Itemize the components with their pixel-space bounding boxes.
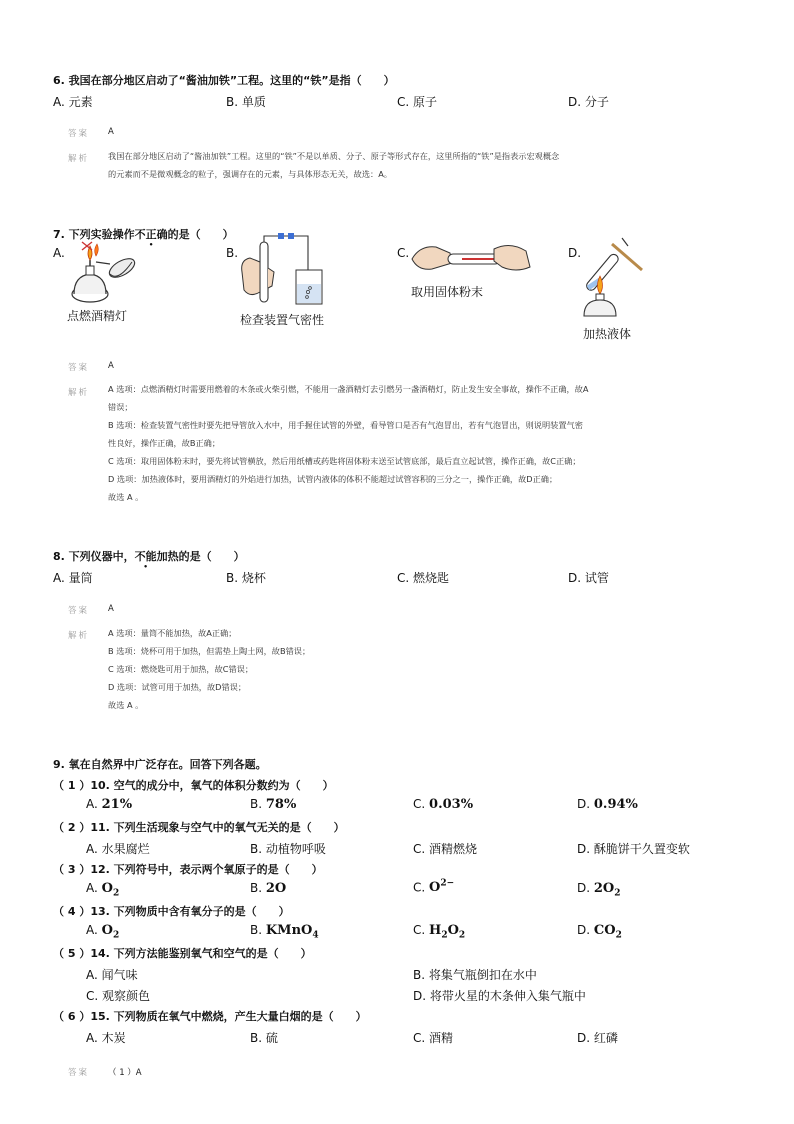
figure-a-caption: 点燃酒精灯: [67, 309, 128, 323]
option-letter: C.: [413, 880, 426, 895]
figure-taking-solid-powder: [410, 237, 532, 279]
q12-option-a[interactable]: [86, 881, 119, 899]
sub-number: （ 3 ）: [53, 863, 91, 876]
q7-stem-emphasis: 不正确: [134, 228, 168, 241]
option-letter: D.: [577, 881, 591, 895]
q6-option-c[interactable]: C. 原子: [397, 95, 438, 109]
q10-option-b[interactable]: [250, 797, 296, 812]
explanation-line: 故选 A 。: [108, 492, 144, 502]
sub-number: （ 2 ）: [53, 821, 91, 834]
q6-explanation-label: 解析: [68, 154, 90, 164]
option-value: 21%: [101, 797, 133, 812]
q8-stem: [53, 548, 245, 564]
q9-sub2-stem: [53, 819, 345, 835]
option-value: 78%: [265, 797, 297, 812]
q15-option-a[interactable]: A. 木炭: [86, 1031, 126, 1045]
explanation-line: 故选 A 。: [108, 700, 144, 710]
explanation-line: 性良好，操作正确，故B正确；: [108, 438, 221, 448]
q11-option-c[interactable]: C. 酒精燃烧: [413, 842, 478, 856]
sub-number: （ 6 ）: [53, 1010, 91, 1023]
q15-option-d[interactable]: D. 红磷: [577, 1031, 618, 1045]
formula-value: $O^{2-}$: [429, 879, 455, 896]
explanation-line: C 选项：取用固体粉末时，要先将试管横放，然后用纸槽或药匙将固体粉末送至试管底部，最后直立起试管，操作正确，故C正确；: [108, 456, 581, 466]
q14-option-c[interactable]: C. 观察颜色: [86, 989, 151, 1003]
q7-explanation: [108, 380, 723, 506]
formula-value: $O_2$: [101, 923, 120, 941]
q7-stem-prefix: 7. 下列实验操作: [53, 228, 135, 241]
q7-option-b[interactable]: B.: [226, 246, 239, 260]
explanation-line: A 选项：点燃酒精灯时需要用燃着的木条或火柴引燃，不能用一盏酒精灯去引燃另一盏酒精灯，防止发生安全事故，操作不正确，故A: [108, 384, 589, 394]
q6-option-d[interactable]: D. 分子: [568, 95, 609, 109]
q13-option-a[interactable]: [86, 923, 119, 941]
q8-option-a[interactable]: A. 量筒: [53, 571, 93, 585]
q9-stem: 9. 氧在自然界中广泛存在。回答下列各题。: [53, 758, 267, 771]
option-letter: A.: [86, 923, 98, 937]
explanation-line: C 选项：燃烧匙可用于加热，故C错误；: [108, 664, 254, 674]
option-letter: A.: [86, 797, 98, 811]
formula-value: $H_2O_2$: [429, 923, 466, 941]
q12-option-d[interactable]: [577, 881, 621, 899]
q8-explanation: [108, 624, 723, 714]
q6-answer-label: 答案: [68, 129, 90, 139]
sub-number: （ 1 ）: [53, 779, 91, 792]
q12-option-b[interactable]: [250, 881, 286, 896]
sub-stem: 15. 下列物质在氧气中燃烧，产生大量白烟的是（ ）: [90, 1010, 367, 1023]
q11-option-d[interactable]: D. 酥脆饼干久置变软: [577, 842, 690, 856]
q8-option-b[interactable]: B. 烧杯: [226, 571, 266, 585]
q9-sub6-stem: [53, 1008, 367, 1024]
explanation-line: B 选项：检查装置气密性时要先把导管放入水中，用手握住试管的外壁，看导管口是否有气泡冒出，若有气泡冒出，则说明装置气密: [108, 420, 583, 430]
option-letter: D.: [577, 797, 591, 811]
q11-option-b[interactable]: B. 动植物呼吸: [250, 842, 326, 856]
formula-value: $2O_2$: [593, 881, 621, 899]
q7-explanation-label: 解析: [68, 388, 90, 398]
q6-stem: 6. 我国在部分地区启动了“酱油加铁”工程。这里的“铁”是指（ ）: [53, 74, 395, 87]
explanation-line: D 选项：加热液体时，要用酒精灯的外焰进行加热，试管内液体的体积不能超过试管容积的三分之一，操作正确，故D正确；: [108, 474, 558, 484]
q9-answer: （ 1 ）A: [108, 1068, 142, 1078]
formula-value: $O_2$: [101, 881, 120, 899]
q9-sub1-stem: [53, 777, 334, 793]
q14-option-b[interactable]: B. 将集气瓶倒扣在水中: [413, 968, 537, 982]
figure-heating-liquid: [580, 236, 658, 320]
formula-value: $CO_2$: [593, 923, 622, 941]
q11-option-a[interactable]: A. 水果腐烂: [86, 842, 150, 856]
sub-stem: 11. 下列生活现象与空气中的氧气无关的是（ ）: [90, 821, 345, 834]
q8-stem-emphasis: 不能: [134, 550, 157, 563]
option-letter: C.: [413, 923, 426, 937]
explanation-line: 我国在部分地区启动了“酱油加铁”工程。这里的“铁”不是以单质、分子、原子等形式存在，这里所指的“铁”是指表示宏观概念: [108, 151, 560, 161]
q8-answer: A: [108, 604, 114, 614]
formula-value: KMnO$_4$: [265, 923, 319, 941]
explanation-line: 的元素而不是微观概念的粒子，强调存在的元素，与具体形态无关，故选：A。: [108, 169, 392, 179]
explanation-line: 错误；: [108, 402, 133, 412]
figure-b-caption: 检查装置气密性: [240, 313, 325, 327]
q12-option-c[interactable]: [413, 879, 454, 895]
figure-airtightness-check: [238, 232, 330, 310]
explanation-line: D 选项：试管可用于加热，故D错误；: [108, 682, 247, 692]
q7-answer: A: [108, 361, 114, 371]
option-letter: B.: [250, 797, 263, 811]
figure-c-caption: 取用固体粉末: [411, 285, 484, 299]
sub-stem: 10. 空气的成分中，氧气的体积分数约为（ ）: [90, 779, 334, 792]
q7-option-a[interactable]: A.: [53, 246, 65, 260]
sub-stem: 13. 下列物质中含有氧分子的是（ ）: [90, 905, 290, 918]
sub-number: （ 5 ）: [53, 947, 91, 960]
q14-option-d[interactable]: D. 将带火星的木条伸入集气瓶中: [413, 989, 586, 1003]
q9-sub4-stem: [53, 903, 290, 919]
q8-option-c[interactable]: C. 燃烧匙: [397, 571, 450, 585]
option-value: 0.94%: [593, 797, 638, 812]
q9-sub5-stem: [53, 945, 312, 961]
figure-lighting-alcohol-lamp: [66, 240, 146, 306]
q15-option-b[interactable]: B. 硫: [250, 1031, 278, 1045]
q8-answer-label: 答案: [68, 606, 90, 616]
q9-answer-label: 答案: [68, 1068, 90, 1078]
figure-d-caption: 加热液体: [583, 327, 632, 341]
q10-option-c[interactable]: [413, 797, 473, 812]
option-letter: A.: [86, 881, 98, 895]
q7-answer-label: 答案: [68, 363, 90, 373]
q14-option-a[interactable]: A. 闻气味: [86, 968, 138, 982]
option-letter: B.: [250, 923, 263, 937]
q8-stem-prefix: 8. 下列仪器中，: [53, 550, 135, 563]
q8-stem-suffix: 加热的是（ ）: [156, 550, 245, 563]
q10-option-a[interactable]: [86, 797, 132, 812]
q6-option-b[interactable]: B. 单质: [226, 95, 266, 109]
q6-option-a[interactable]: A. 元素: [53, 95, 93, 109]
q13-option-b[interactable]: [250, 923, 319, 941]
sub-stem: 12. 下列符号中，表示两个氧原子的是（ ）: [90, 863, 323, 876]
q13-option-d[interactable]: [577, 923, 622, 941]
option-letter: B.: [250, 881, 263, 895]
q6-explanation: [108, 147, 723, 183]
q15-option-c[interactable]: C. 酒精: [413, 1031, 454, 1045]
option-value: 0.03%: [429, 797, 474, 812]
q8-explanation-label: 解析: [68, 631, 90, 641]
q7-option-c[interactable]: C.: [397, 246, 410, 260]
q9-sub3-stem: [53, 861, 323, 877]
explanation-line: B 选项：烧杯可用于加热，但需垫上陶土网，故B错误；: [108, 646, 311, 656]
option-letter: C.: [413, 797, 426, 811]
sub-stem: 14. 下列方法能鉴别氧气和空气的是（ ）: [90, 947, 312, 960]
q13-option-c[interactable]: [413, 923, 465, 941]
sub-number: （ 4 ）: [53, 905, 91, 918]
q6-answer: A: [108, 127, 114, 137]
option-letter: D.: [577, 923, 591, 937]
q7-stem-suffix: 的是（ ）: [167, 228, 234, 241]
formula-value: 2O: [265, 881, 287, 896]
q10-option-d[interactable]: [577, 797, 638, 812]
q7-option-d[interactable]: D.: [568, 246, 582, 260]
q8-option-d[interactable]: D. 试管: [568, 571, 609, 585]
explanation-line: A 选项：量筒不能加热，故A正确；: [108, 628, 237, 638]
